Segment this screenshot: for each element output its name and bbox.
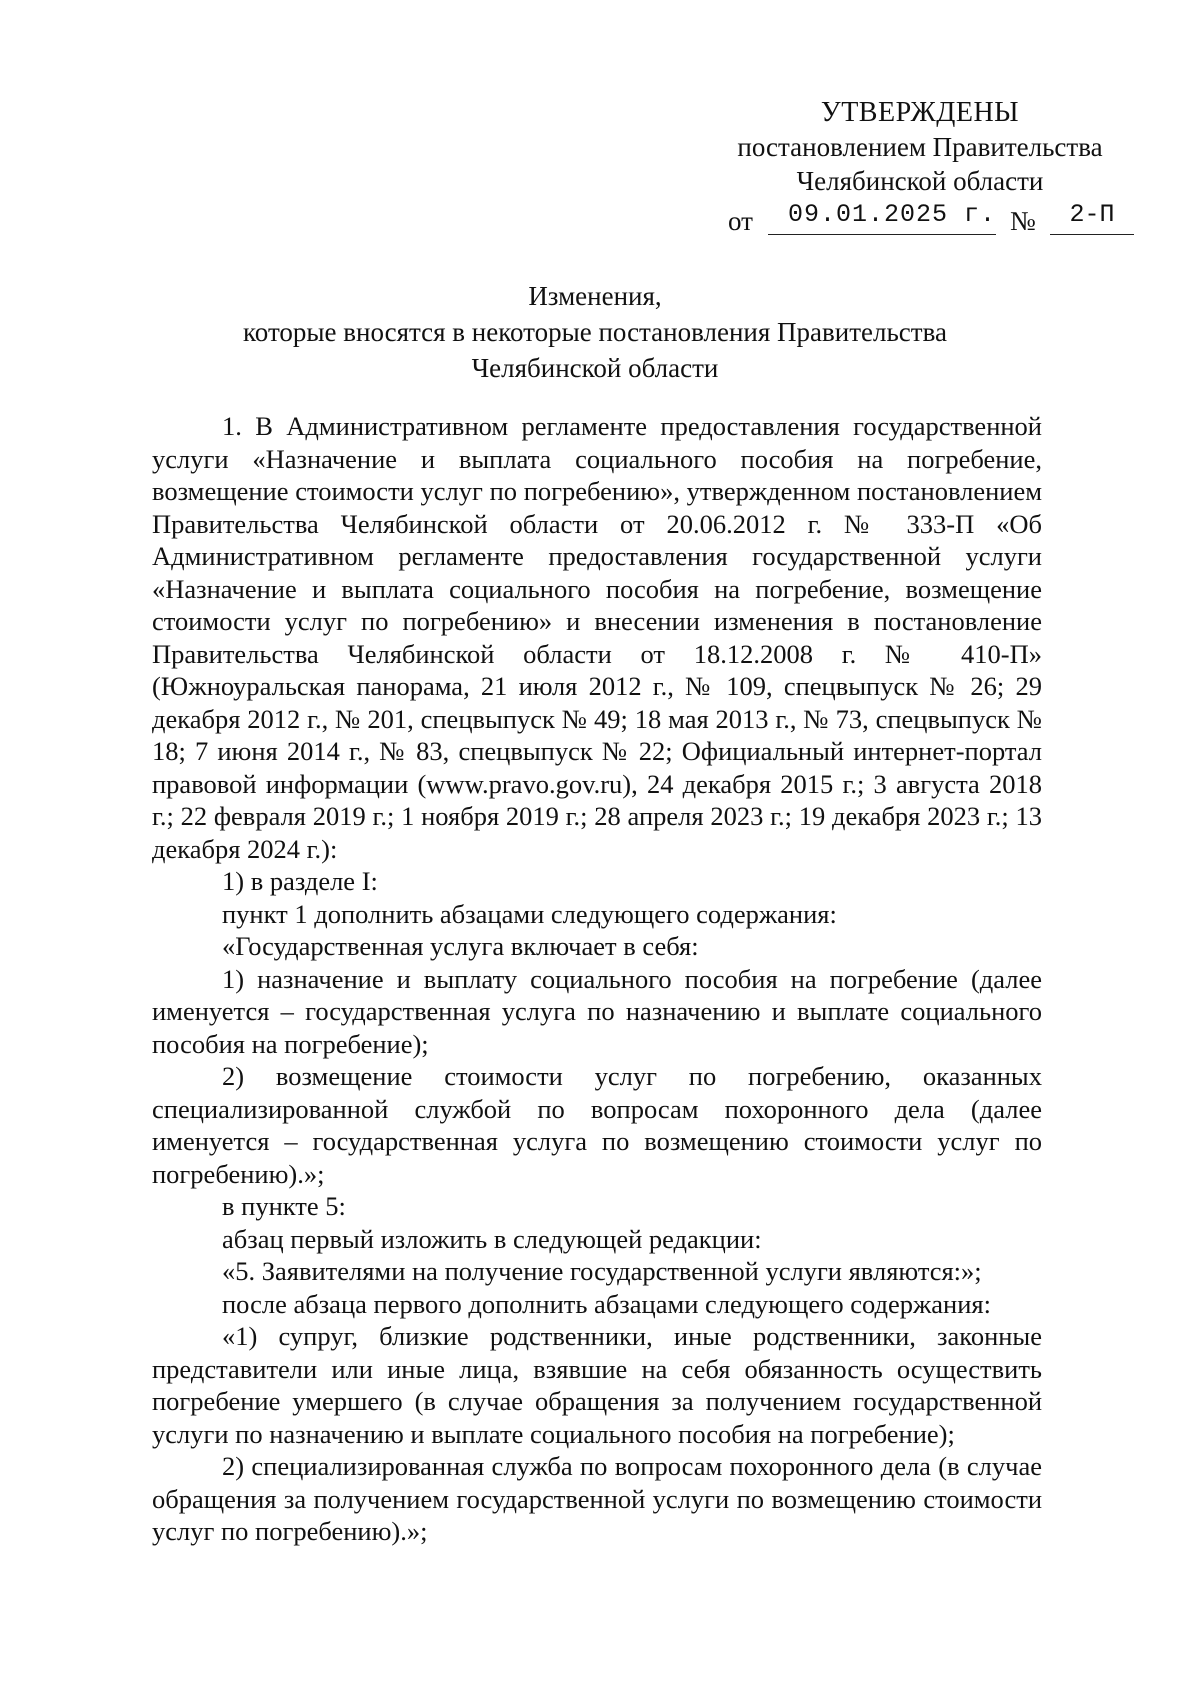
approval-block	[700, 96, 1140, 198]
document-body	[152, 410, 1042, 1548]
approval-date-line	[728, 200, 1138, 240]
paragraph: 2) специализированная служба по вопросам похоронного дела (в случае обращения за получением государственной услуги по возмещению стоимости услуг по погребению).»;	[152, 1451, 1042, 1546]
paragraph: «5. Заявителями на получение государственной услуги являются:»;	[222, 1256, 982, 1286]
paragraph: пункт 1 дополнить абзацами следующего содержания:	[222, 898, 837, 929]
paragraph: 1. В Административном регламенте предоставления государственной услуги «Назначение и выплата социального пособия на погребение, возмещение стоимости услуг по погребению», утвержденном постановлением Правительства Челябинской области от 20.06.2012 г. № 333-П «Об Административном регламенте предоставления государственной услуги «Назначение и выплата социального пособия на погребение, возмещение стоимости услуг по погребению» и внесении изменения в постановление Правительства Челябинской области от 18.12.2008 г. № 410-П» (Южноуральская панорама, 21 июля 2012 г., № 109, спецвыпуск № 26; 29 декабря 2012 г., № 201, спецвыпуск № 49; 18 мая 2013 г., № 73, спецвыпуск № 18; 7 июня 2014 г., № 83, спецвыпуск № 22; Официальный интернет-портал правовой информации (www.pravo.gov.ru), 24 декабря 2015 г.; 3 августа 2018 г.; 22 февраля 2019 г.; 1 ноября 2019 г.; 28 апреля 2023 г.; 19 декабря 2023 г.; 13 декабря 2024 г.):	[152, 411, 1042, 864]
paragraph: в пункте 5:	[222, 1191, 346, 1221]
approval-date: 09.01.2025 г.	[768, 200, 996, 235]
approval-heading: УТВЕРЖДЕНЫ	[820, 97, 1020, 128]
title-line-1: Изменения,	[528, 281, 662, 311]
document-title	[160, 278, 1030, 386]
paragraph: после абзаца первого дополнить абзацами следующего содержания:	[222, 1288, 991, 1319]
approval-line-1: постановлением Правительства	[737, 132, 1103, 162]
paragraph: 1) назначение и выплату социального пособия на погребение (далее именуется – государственная услуга по назначению и выплате социального пособия на погребение);	[152, 963, 1042, 1059]
paragraph: «Государственная услуга включает в себя:	[222, 931, 699, 961]
approval-number: 2-П	[1050, 200, 1134, 235]
title-line-2: которые вносятся в некоторые постановления Правительства	[243, 317, 947, 347]
paragraph: 2) возмещение стоимости услуг по погребению, оказанных специализированной службой по вопросам похоронного дела (далее именуется – государственная услуга по возмещению стоимости услуг по погребению).»;	[152, 1061, 1042, 1189]
title-line-3: Челябинской области	[471, 353, 719, 383]
number-label: №	[1010, 206, 1036, 236]
date-prefix: от	[728, 206, 753, 236]
paragraph: 1) в разделе I:	[222, 866, 378, 896]
paragraph: абзац первый изложить в следующей редакции:	[222, 1223, 762, 1254]
approval-line-2: Челябинской области	[796, 166, 1044, 196]
paragraph: «1) супруг, близкие родственники, иные родственники, законные представители или иные лица, взявшие на себя обязанность осуществить погребение умершего (в случае обращения за получением государственной услуги по назначению и выплате социального пособия на погребение);	[152, 1321, 1042, 1449]
